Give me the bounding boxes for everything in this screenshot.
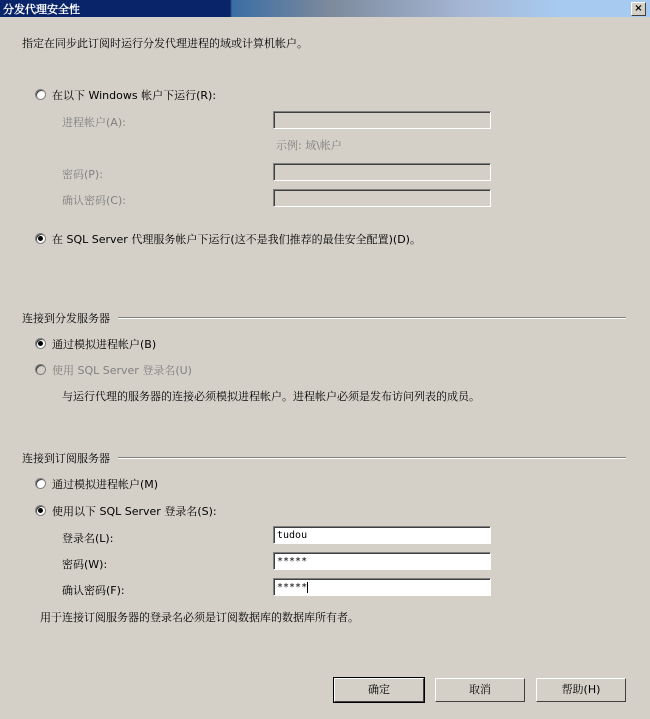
ok-button[interactable]: 确定 [334, 678, 424, 702]
confirm-password-label: 确认密码(C): [62, 194, 126, 207]
subscriber-heading: 连接到订阅服务器 [22, 452, 110, 465]
subscriber-login-input[interactable]: tudou [273, 526, 491, 544]
cancel-button[interactable]: 取消 [435, 678, 525, 702]
subscriber-password-label: 密码(W): [62, 558, 108, 571]
password-label: 密码(P): [62, 168, 103, 181]
radio-windows-account-label[interactable]: 在以下 Windows 帐户下运行(R): [52, 89, 217, 102]
radio-distributor-impersonate[interactable] [35, 338, 46, 349]
text-caret [307, 582, 308, 593]
radio-subscriber-sql-login-label[interactable]: 使用以下 SQL Server 登录名(S): [52, 505, 217, 518]
distributor-heading: 连接到分发服务器 [22, 312, 110, 325]
password-input[interactable] [273, 163, 491, 181]
subscriber-confirm-password-value: ***** [277, 582, 308, 593]
help-button[interactable]: 帮助(H) [536, 678, 626, 702]
radio-distributor-sql-login-label: 使用 SQL Server 登录名(U) [52, 364, 192, 377]
title-bar [0, 0, 650, 17]
radio-distributor-sql-login[interactable] [35, 364, 46, 375]
radio-subscriber-impersonate[interactable] [35, 478, 46, 489]
radio-distributor-impersonate-label[interactable]: 通过模拟进程帐户(B) [52, 338, 157, 351]
example-text: 示例: 域\帐户 [276, 139, 342, 152]
subscriber-note: 用于连接订阅服务器的登录名必须是订阅数据库的数据库所有者。 [40, 611, 359, 624]
radio-sql-agent-account-label[interactable]: 在 SQL Server 代理服务帐户下运行(这不是我们推荐的最佳安全配置)(D)。 [52, 233, 421, 246]
distributor-note: 与运行代理的服务器的连接必须模拟进程帐户。进程帐户必须是发布访问列表的成员。 [62, 390, 480, 403]
subscriber-password-input[interactable]: ***** [273, 552, 491, 570]
process-account-label: 进程帐户(A): [62, 116, 126, 129]
window-title: 分发代理安全性 [3, 3, 80, 16]
confirm-password-input[interactable] [273, 189, 491, 207]
intro-text: 指定在同步此订阅时运行分发代理进程的域或计算机帐户。 [22, 37, 308, 50]
subscriber-login-label: 登录名(L): [62, 532, 114, 545]
distributor-divider [118, 317, 626, 319]
subscriber-confirm-password-input[interactable] [273, 578, 491, 596]
process-account-input[interactable] [273, 111, 491, 129]
radio-sql-agent-account[interactable] [35, 233, 46, 244]
radio-windows-account[interactable] [35, 89, 46, 100]
subscriber-confirm-password-label: 确认密码(F): [62, 584, 125, 597]
close-button[interactable]: × [631, 2, 646, 16]
subscriber-divider [118, 457, 626, 459]
radio-subscriber-sql-login[interactable] [35, 505, 46, 516]
radio-subscriber-impersonate-label[interactable]: 通过模拟进程帐户(M) [52, 478, 159, 491]
